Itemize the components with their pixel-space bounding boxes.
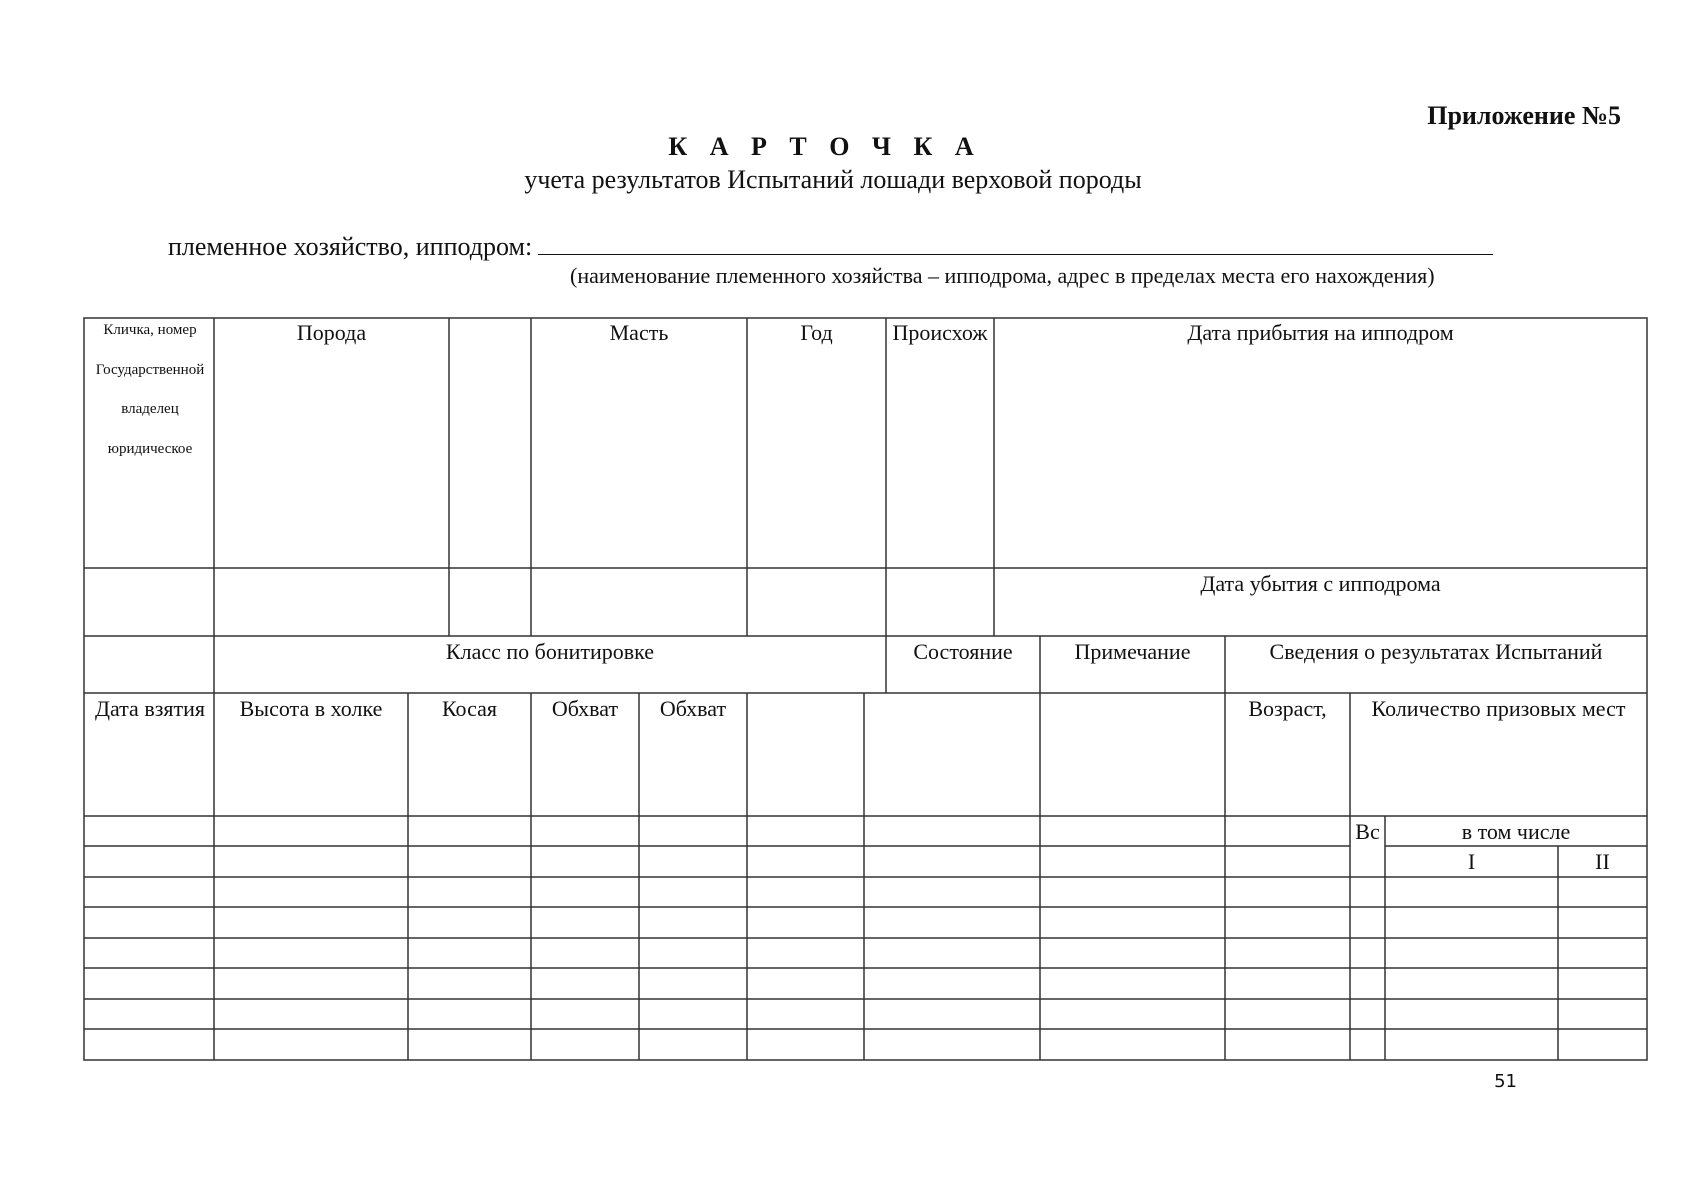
farm-caption: (наименование племенного хозяйства – ипподрома, адрес в пределах места его нахождения): [570, 263, 1435, 288]
including-header: в том числе: [1461, 819, 1571, 844]
girth1-header: Обхват: [551, 696, 619, 721]
test-results-header: Сведения о результатах Испытаний: [1269, 639, 1603, 664]
appendix-label: Приложение №5: [1427, 101, 1621, 130]
class-header: Класс по бонитировке: [445, 639, 655, 664]
age-header: Возраст,: [1248, 696, 1327, 721]
page-number: 51: [1494, 1071, 1517, 1092]
card-subtitle: учета результатов Испытаний лошади верховой породы: [524, 165, 1142, 194]
height-header: Высота в холке: [239, 696, 383, 721]
girth2-header: Обхват: [659, 696, 727, 721]
origin-header: Происхож: [892, 320, 988, 345]
place1-header: I: [1467, 849, 1476, 874]
prize-places-header: Количество призовых мест: [1371, 696, 1626, 721]
condition-header: Состояние: [913, 639, 1013, 664]
table-border: [84, 318, 1647, 1060]
place2-header: II: [1595, 849, 1610, 874]
nickname-line: Кличка, номер: [103, 322, 197, 338]
nickname-header-line3: владелец: [121, 401, 179, 417]
table-lines: [84, 318, 1647, 1060]
oblique-header: Косая: [441, 696, 498, 721]
arrival-date-header: Дата прибытия на ипподром: [1187, 320, 1454, 345]
year-header: Год: [800, 320, 833, 345]
note-header: Примечание: [1074, 639, 1191, 664]
nickname-header-line4: юридическое: [107, 441, 193, 457]
farm-label: племенное хозяйство, ипподром:: [168, 232, 533, 261]
card-title: К А Р Т О Ч К А: [668, 132, 982, 161]
breed-header: Порода: [296, 320, 367, 345]
total-header: Вс: [1355, 819, 1380, 844]
date-taken-header: Дата взятия: [94, 696, 206, 721]
color-header: Масть: [609, 320, 669, 345]
nickname-header: [86, 322, 214, 339]
nickname-header-line2: Государственной: [95, 362, 205, 378]
departure-date-header: Дата убытия с ипподрома: [1200, 571, 1441, 596]
